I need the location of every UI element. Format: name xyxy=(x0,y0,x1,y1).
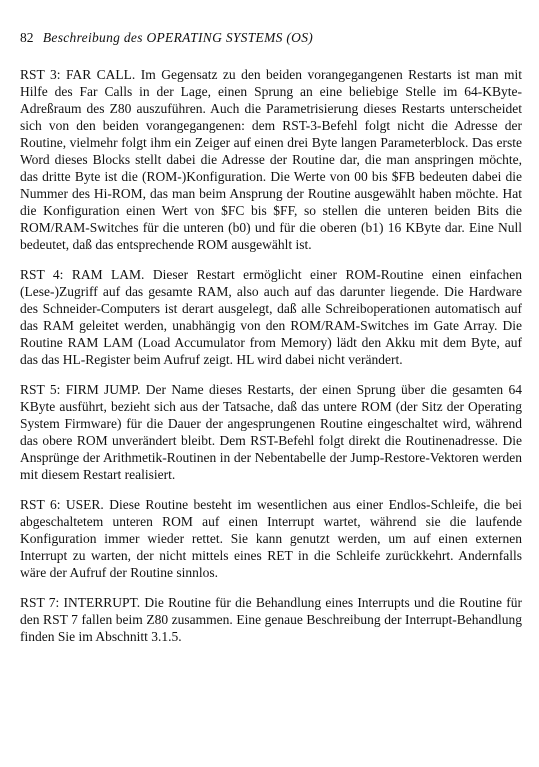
section-text: Diese Routine besteht im wesentlichen aus einer Endlos-Schleife, die bei abgeschaltetem unteren ROM auf einen Interrupt wartet, während sie die laufende Konfiguration immer wieder rettet. Sie kann genutzt werden, um auf einen externen Interrupt zu warten, der nicht mittels eines RET in die Schleife zurückkehrt. Andernfalls wäre der Aufruf der Routine sinnlos. xyxy=(20,497,523,580)
section-title: INTERRUPT. xyxy=(63,595,141,610)
section-title: FAR CALL. xyxy=(65,67,136,82)
section-title: FIRM JUMP. xyxy=(65,382,141,397)
body-text xyxy=(20,66,522,658)
section-rst-4 xyxy=(20,266,522,368)
section-label: RST 3: xyxy=(20,67,61,82)
running-head xyxy=(20,30,420,46)
section-title: RAM LAM. xyxy=(71,267,145,282)
section-label: RST 6: xyxy=(20,497,61,512)
section-text: Die Routine für die Behandlung eines Interrupts und die Routine für den RST 7 fallen beim Z80 zusammen. Eine genaue Beschreibung der Interrupt-Behandlung finden Sie im Abschnitt 3.1.5. xyxy=(20,595,523,644)
section-rst-6 xyxy=(20,496,522,581)
section-text: Dieser Restart ermöglicht einer ROM-Routine einen einfachen (Lese-)Zugriff auf das gesamte RAM, also auch auf das darunter liegende. Die Hardware des Schneider-Computers ist derart ausgelegt, daß alle Schreiboperationen automatisch auf das RAM geleitet werden, unabhängig von den ROM/RAM-Switches im Gate Array. Die Routine RAM LAM (Load Accumulator from Memory) lädt den Akku mit dem Byte, auf das das HL-Register beim Aufruf zeigt. HL wird dabei nicht verändert. xyxy=(20,267,522,367)
section-text: Im Gegensatz zu den beiden vorangegangenen Restarts ist man mit Hilfe des Far Calls in der Lage, einen Sprung an eine beliebige Stelle im 64-KByte-Adreßraum des Z80 auszuführen. Auch die Parametrisierung dieses Restarts unterscheidet sich von den beiden vorangegangenen: dem RST-3-Befehl folgt nicht die Adresse der Routine, vielmehr folgt ihm ein Zeiger auf einen drei Byte langen Parameterblock. Das erste Word dieses Blocks stellt dabei die Adresse der Routine dar, die man anspringen möchte, das dritte Byte ist die (ROM-)Konfiguration. Die Werte von 00 bis $FB bedeuten dabei die Nummer des Hi-ROM, das man beim Ansprung der Routine ausgewählt haben möchte. Hat die Konfiguration einen Wert von $FC bis $FF, so stellen die unteren beiden Bits die ROM/RAM-Switches für die unteren (b0) und für die oberen (b1) 16 KByte dar. Eine Null bedeutet, daß das entsprechende ROM ausgewählt ist. xyxy=(20,67,523,252)
section-label: RST 5: xyxy=(20,382,61,397)
section-rst-5 xyxy=(20,381,522,483)
section-rst-7 xyxy=(20,594,522,645)
section-text: Der Name dieses Restarts, der einen Sprung über die gesamten 64 KByte ausführt, bezieht sich aus der Tatsache, daß das untere ROM (der Sitz der Operating System Firmware) für die Dauer der angesprungenen Routine eingeschaltet wird, während das obere ROM unverändert bleibt. Dem RST-Befehl folgt direkt die Routinenadresse. Die Ansprünge der Arithmetik-Routinen in der Nebentabelle der Jump-Restore-Vektoren werden mit diesem Restart realisiert. xyxy=(20,382,522,482)
section-title: USER. xyxy=(65,497,104,512)
section-label: RST 7: xyxy=(20,595,60,610)
section-label: RST 4: xyxy=(20,267,64,282)
section-rst-3 xyxy=(20,66,522,253)
page-number: 82 xyxy=(20,30,34,45)
running-head-title: Beschreibung des OPERATING SYSTEMS (OS) xyxy=(42,30,314,45)
